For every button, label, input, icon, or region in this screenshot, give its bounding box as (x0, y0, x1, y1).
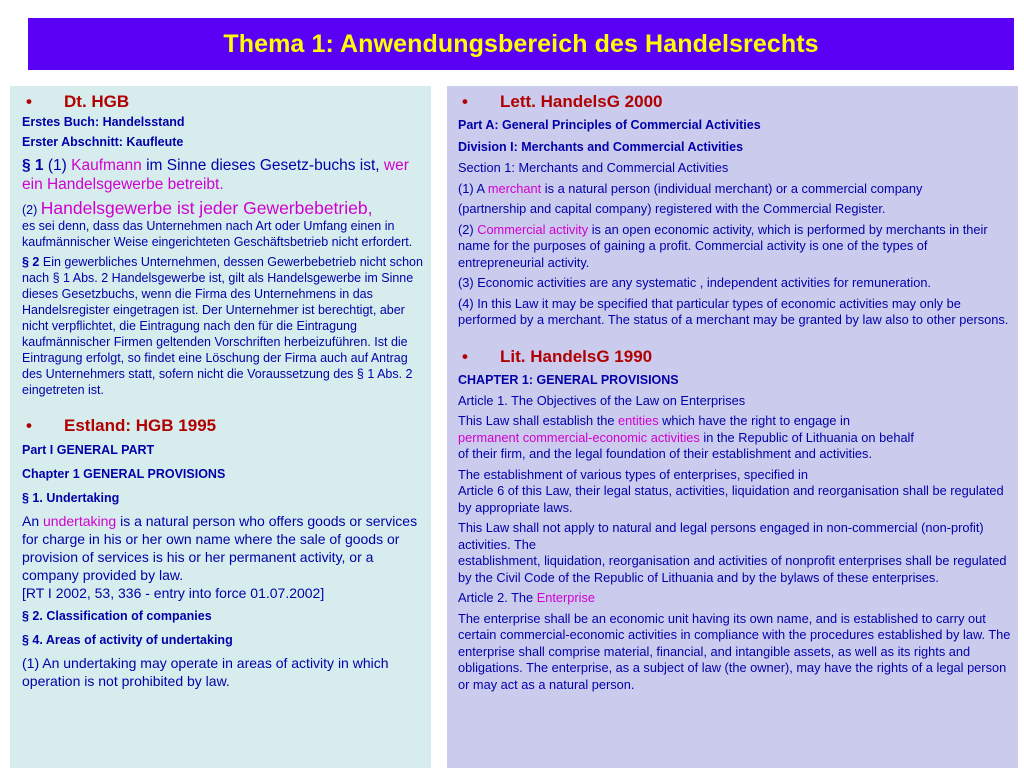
hgb-p2-highlight: Handelsgewerbe ist jeder Gewerbebetrieb, (40, 198, 373, 218)
lett-p2-c: is an open economic activity, which is performed by merchants in their name for the purposes of gaining a profit. Commercial activity is one of the types of entrepreneurial activity. (458, 221, 988, 270)
title-bar (28, 18, 1014, 70)
hgb-p1-highlight-2: wer ein Handelsgewerbe betreibt. (22, 157, 409, 193)
estland-s2: § 2. Classification of companies (22, 609, 212, 623)
hgb-heading-text: Dt. HGB (64, 92, 130, 111)
lett-p1 (458, 181, 1012, 198)
lett-heading-text: Lett. HandelsG 2000 (500, 92, 663, 111)
hgb-p1-highlight: Kaufmann (71, 157, 142, 174)
lit-a1-g: The establishment of various types of enterprises, specified in (458, 466, 808, 482)
estland-def-highlight: undertaking (43, 513, 117, 529)
lit-a1-i: This Law shall not apply to natural and legal persons engaged in non-commercial (non-profit) activities. The (458, 520, 984, 552)
estland-part: Part I GENERAL PART (22, 443, 155, 457)
lit-article-2-a: Article 2. The (458, 590, 537, 605)
lett-p2-highlight: Commercial activity (477, 221, 589, 237)
lit-a2-text: The enterprise shall be an economic unit having its own name, and is established to carry out certain commercial-economic activities in compliance with the procedures established by law. The enterprise shall comprise material, financial, and intangible assets, as well as its rights and obligations. The enterprise, as a subject of law (the owner), may have the rights of a legal person or may act as a natural person. (458, 610, 1011, 692)
lit-a1-highlight: entities (618, 413, 659, 428)
lett-p1-highlight: merchant (487, 180, 542, 196)
lit-a1-e: in the Republic of Lithuania on behalf (699, 429, 914, 445)
hgb-p2-c: es sei denn, dass das Unternehmen nach Art oder Umfang einen in kaufmännischer Weise eingerichteten Geschäftsbetrieb nicht erfordert. (22, 219, 413, 249)
lit-a1-h: Article 6 of this Law, their legal status, activities, liquidation and reorganisation shall be regulated by appropriate laws. (458, 483, 1004, 515)
slide-title: Thema 1: Anwendungsbereich des Handelsrechts (223, 29, 819, 58)
lett-p2-a: (2) (458, 221, 478, 237)
hgb-paragraph-2 (22, 200, 425, 250)
hgb-section: Erster Abschnitt: Kaufleute (22, 135, 184, 149)
lit-a1-c: which have the right to engage in (658, 413, 850, 428)
lett-part: Part A: General Principles of Commercial Activities (458, 118, 761, 132)
hgb-p1-number: § 1 (22, 157, 44, 174)
hgb-p1-c: im Sinne dieses Gesetz-buchs ist, (141, 157, 384, 174)
lit-heading-text: Lit. HandelsG 1990 (500, 346, 653, 366)
hgb-p3-text: Ein gewerbliches Unternehmen, dessen Gewerbebetrieb nicht schon nach § 1 Abs. 2 Handelsgewerbe ist, gilt als Handelsgewerbe im Sinne dieses Gesetzbuchs, wenn die Firma des Unternehmens in das Handelsregister eingetragen ist. Der Unternehmer ist berechtigt, aber nicht verpflichtet, die Eintragung nach den für die Eintragung kaufmännischer Firmen geltenden Vorschriften herbeizuführen. Ist die Eintragung erfolgt, so findet eine Löschung der Firma auch auf Antrag des Unternehmers statt, sofern nicht die Voraussetzung des § 1 Abs. 2 eingetreten ist. (22, 255, 423, 397)
lit-a1-a: This Law shall establish the (458, 413, 619, 428)
lit-a1-text (458, 413, 1012, 463)
estland-definition (22, 512, 425, 602)
estland-heading-text: Estland: HGB 1995 (64, 416, 217, 435)
lett-p1-continued: (partnership and capital company) registered with the Commercial Register. (458, 201, 886, 216)
lett-p1-c: is a natural person (individual merchant) or a commercial company (541, 180, 923, 196)
estland-heading (22, 416, 425, 436)
lett-section: Section 1: Merchants and Commercial Activities (458, 160, 729, 175)
lit-article-1: Article 1. The Objectives of the Law on Enterprises (458, 392, 746, 408)
hgb-book: Erstes Buch: Handelsstand (22, 115, 185, 129)
bullet-icon: • (26, 416, 32, 435)
bullet-icon: • (462, 346, 468, 366)
hgb-paragraph-3 (22, 254, 425, 398)
estland-def-c: is a natural person who offers goods or services for charge in his or her own name where the sale of goods or provision of services is his or her permanent activity, or a company provided by law. (22, 513, 418, 583)
estland-s4-text: (1) An undertaking may operate in areas of activity in which operation is not prohibited by law. (22, 655, 389, 689)
hgb-p1-a: (1) (43, 157, 72, 174)
hgb-p2-a: (2) (22, 203, 41, 217)
lett-p4: (4) In this Law it may be specified that particular types of economic activities may only be performed by a merchant. The status of a merchant may be granted by law also to other persons. (458, 295, 1009, 327)
estland-s4: § 4. Areas of activity of undertaking (22, 633, 233, 647)
estland-def-a: An (22, 513, 44, 529)
estland-s1: § 1. Undertaking (22, 491, 120, 505)
estland-chapter: Chapter 1 GENERAL PROVISIONS (22, 467, 226, 481)
lit-article-2-highlight: Enterprise (536, 590, 596, 605)
lit-a1-highlight-2: permanent commercial-economic activities (458, 429, 700, 445)
hgb-heading (22, 92, 425, 112)
bullet-icon: • (26, 92, 32, 111)
lett-p3: (3) Economic activities are any systematic , independent activities for remuneration. (458, 275, 931, 290)
estland-ref: [RT I 2002, 53, 336 - entry into force 01.07.2002] (22, 585, 325, 601)
hgb-paragraph-1 (22, 156, 425, 194)
right-column (447, 86, 1018, 768)
lit-a1-f: of their firm, and the legal foundation of their establishment and activities. (458, 446, 872, 461)
lett-p2 (458, 222, 1012, 272)
hgb-p3-number: § 2 (22, 255, 40, 269)
left-column (10, 86, 431, 768)
bullet-icon: • (462, 92, 468, 111)
lit-a1-establishment (458, 467, 1012, 517)
lit-a1-j: establishment, liquidation, reorganisation and activities of nonprofit enterprises shall be regulated by the Civil Code of the Republic of Lithuania and by the bylaws of these enterprises. (458, 553, 1007, 585)
lett-division: Division I: Merchants and Commercial Activities (458, 140, 744, 154)
lit-article-2 (458, 590, 1012, 607)
lit-chapter: CHAPTER 1: GENERAL PROVISIONS (458, 372, 679, 387)
lett-p1-a: (1) A (458, 180, 488, 196)
lit-heading (458, 347, 1012, 367)
lett-heading (458, 92, 1012, 112)
lit-a1-nonprofit (458, 520, 1012, 586)
